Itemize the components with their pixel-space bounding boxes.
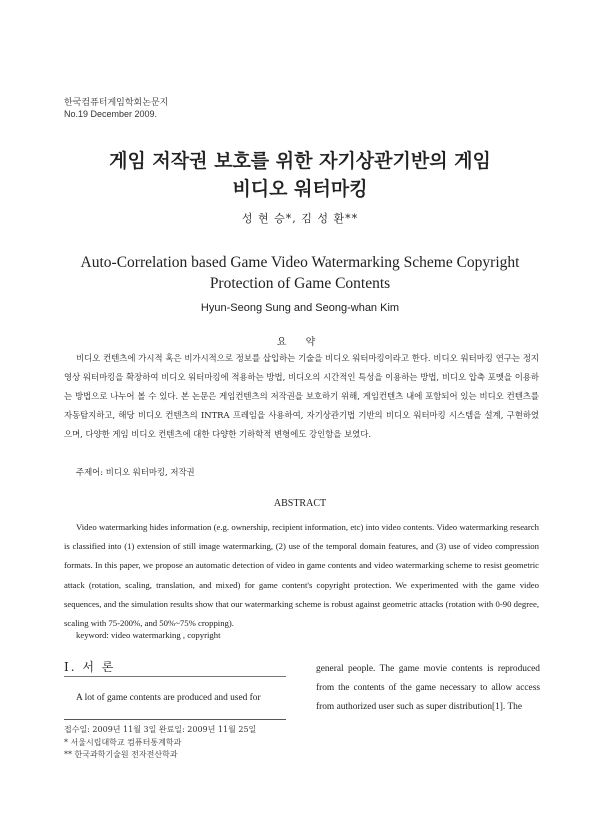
footnote-author-1: * 서울시립대학교 컴퓨터통계학과 — [64, 737, 182, 747]
journal-header — [64, 96, 168, 120]
abstract-ko-heading: 요 약 — [276, 337, 324, 348]
journal-name: 한국컴퓨터게임학회논문지 — [64, 97, 169, 107]
footnote-received: 접수일: 2009년 11월 3일 완료일: 2009년 11월 25일 — [64, 725, 257, 734]
section-1-right-column: general people. The game movie contents is reproduced from the contents of the game necessary to allow access from authorized user such as super distribution[1]. The — [316, 664, 540, 712]
section-divider — [64, 676, 286, 677]
abstract-en-body: Video watermarking hides information (e.g. ownership, recipient information, etc) into video contents. Video watermarking research is classified into (1) extension of still image watermarking, (2) use of the temporal domain features, and (3) use of video compression formats. In this paper, we propose an automatic detection of video in game contents and video watermarking scheme to resist geometric attack (rotation, scaling, translation, and mixed) for game content's copyright protection. We experimented with the game video sequences, and the simulation results show that our watermarking scheme is robust against geometric attacks (rotation with 0-90 degree, scaling with 75-200%, and 50%~75% cropping). — [64, 522, 539, 629]
journal-issue: No.19 December 2009. — [64, 109, 158, 119]
footnote-author-2: ** 한국과학기술원 전자전산학과 — [64, 750, 178, 759]
keywords-ko: 주제어: 비디오 워터마킹, 저작권 — [76, 467, 195, 477]
authors-en: Hyun-Seong Sung and Seong-whan Kim — [200, 302, 400, 314]
keywords-en: keyword: video watermarking , copyright — [76, 630, 221, 640]
abstract-ko-body: 비디오 컨텐츠에 가시적 혹은 비가시적으로 정보를 삽입하는 기술을 비디오 워터마킹이라고 한다. 비디오 워터마킹 연구는 정지영상 워터마킹을 확장하여 비디오 워터마킹에 적용하는 방법, 비디오의 시간적인 특성을 이용하는 방법, 비디오 압축 포멧을 이용하는 방법으로 나누어 볼 수 있다. 본 논문은 게임컨텐츠의 저작권을 보호하기 위해, 게임컨텐츠 내에 포함되어 있는 비디오 컨텐츠를 자동탐지하고, 해당 비디오 컨텐츠의 INTRA 프레임을 사용하여, 자기상관기법 기반의 비디오 워터마킹 시스템을 설계, 구현하였으며, 다양한 게임 비디오 컨텐츠에 대한 다양한 기하학적 변형에도 강인함을 보였다. — [64, 353, 539, 439]
title-en-line-2: Protection of Game Contents — [209, 275, 391, 292]
title-ko-line-2: 비디오 워터마킹 — [232, 178, 368, 200]
section-1-title: Ⅰ. 서 론 — [64, 660, 116, 674]
title-ko-line-1: 게임 저작권 보호를 위한 자기상관기반의 게임 — [109, 150, 491, 172]
footnotes — [64, 724, 256, 762]
authors-ko: 성 현 승*, 김 성 환** — [241, 212, 359, 225]
section-1-left-column: A lot of game contents are produced and used for — [76, 693, 261, 703]
abstract-en-heading: ABSTRACT — [273, 498, 327, 509]
footnote-divider — [64, 719, 286, 720]
title-en-line-1: Auto-Correlation based Game Video Watermarking Scheme Copyright — [80, 254, 520, 271]
